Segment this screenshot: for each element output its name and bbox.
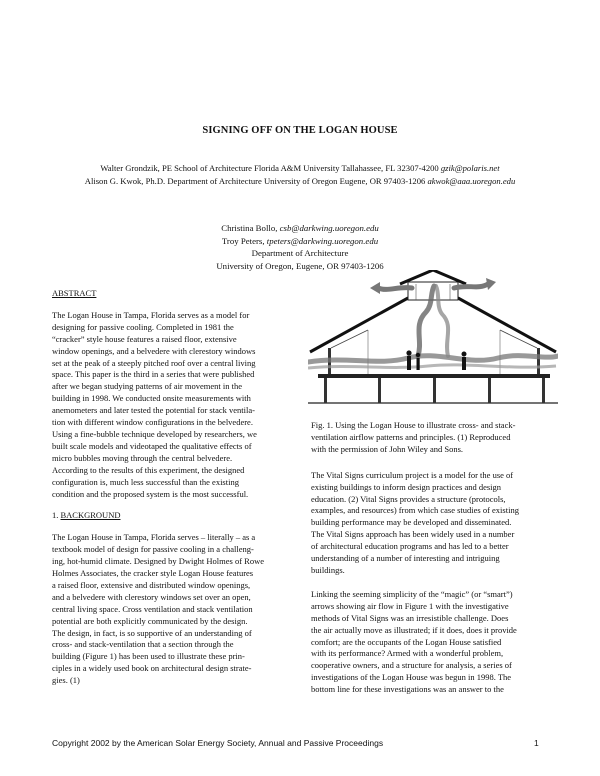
right-column — [311, 420, 559, 696]
author-line — [0, 235, 600, 248]
text-line: The Vital Signs approach has been widely used in a number — [311, 529, 515, 540]
text-line: Holmes Associates, the cracker style Logan House features — [52, 568, 254, 579]
department: Department of Architecture — [251, 248, 349, 259]
background-heading: 1. BACKGROUND — [52, 510, 121, 521]
text-line: building performance may be developed and disseminated. — [311, 517, 512, 528]
text-line: The Vital Signs curriculum project is a model for the use of — [311, 469, 514, 480]
text-line: ciples in a widely used book on architectural design strate- — [52, 663, 252, 674]
text-line: the air actually move as illustrated; if it does, does it provide — [311, 624, 517, 635]
text-line: bottom line for these investigations was an answer to the — [311, 684, 504, 695]
text-line: The design, in fact, is so supportive of an understanding of — [52, 627, 252, 638]
text-line: The Logan House in Tampa, Florida serves as a model for — [52, 309, 250, 320]
text-line: gies. (1) — [52, 675, 80, 686]
author-name: Troy Peters, — [221, 235, 267, 246]
text-line: existing buildings to inform design practices and design — [311, 481, 502, 492]
author-name: Alison G. Kwok, Ph.D. Department of Architecture University of Oregon Eugene, OR 97403-1206 — [84, 176, 428, 186]
text-line: buildings. — [311, 564, 345, 575]
text-line: ing, hot-humid climate. Designed by Dwight Holmes of Rowe — [52, 556, 264, 567]
text-line: Using a fine-bubble technique developed by researchers, we — [52, 428, 257, 439]
text-line: built scale models and videotaped the qualitative effects of — [52, 440, 252, 451]
author-email[interactable]: akwok@aaa.uoregon.edu — [427, 176, 516, 186]
text-line: cross- and stack-ventilation that a section through the — [52, 639, 234, 650]
copyright-footer: Copyright 2002 by the American Solar Energy Society, Annual and Passive Proceedings — [52, 738, 384, 748]
text-line: ventilation airflow patterns and principles. (1) Reproduced — [311, 431, 511, 442]
text-line: examples, and resources) from which case studies of existing — [311, 505, 519, 516]
text-line: tion with different window configurations in the belvedere. — [52, 417, 253, 428]
author-name: Christina Bollo, — [221, 223, 280, 233]
text-line: with its performance? Armed with a wonderful problem, — [311, 648, 504, 659]
text-line: “cracker” style house features a raised floor, extensive — [52, 333, 237, 344]
text-line: comfort; are the occupants of the Logan House satisfied — [311, 636, 502, 647]
text-line: methods of Vital Signs was an irresistible challenge. Does — [311, 612, 509, 623]
text-line: understanding of a number of interesting and intriguing — [311, 553, 500, 564]
text-line: According to the results of this experiment, the designed — [52, 464, 245, 475]
text-line: textbook model of design for passive cooling in a challeng- — [52, 544, 254, 555]
linking-paragraph — [311, 589, 559, 696]
text-line: central living space. Cross ventilation and stack ventilation — [52, 603, 253, 614]
text-line: potential are both explicitly communicated by the design. — [52, 615, 248, 626]
text-line: cooperative owners, and a structure for analysis, a series of — [311, 660, 512, 671]
text-line: micro bubbles moving through the central belvedere. — [52, 452, 233, 463]
text-line: anemometers and later tested the potential for stack ventila- — [52, 405, 255, 416]
author-line — [0, 222, 600, 235]
background-body — [52, 532, 302, 687]
paper-title: SIGNING OFF ON THE LOGAN HOUSE — [202, 125, 398, 136]
text-line: and a belvedere with clerestory windows set over an open, — [52, 591, 251, 602]
abstract-heading: ABSTRACT — [52, 288, 97, 298]
left-column — [52, 288, 302, 687]
text-line: after we began studying patterns of air movement in the — [52, 381, 243, 392]
text-line: Fig. 1. Using the Logan House to illustrate cross- and stack- — [311, 420, 516, 430]
text-line: space. This paper is the third in a series that were published — [52, 369, 255, 380]
author-line — [0, 162, 600, 175]
author-email[interactable]: tpeters@darkwing.uoregon.edu — [266, 235, 379, 246]
text-line: set at the peak of a steeply pitched roof over a central living — [52, 357, 256, 368]
logan-house-section-figure — [308, 270, 558, 410]
text-line: education. (2) Vital Signs provides a structure (protocols, — [311, 493, 506, 504]
author-line — [0, 175, 600, 188]
author-email[interactable]: gzik@polaris.net — [440, 163, 500, 173]
text-line: of architectural education programs and has led to a better — [311, 541, 509, 552]
text-line: building in 1998. We conducted onsite measurements with — [52, 393, 251, 404]
vital-signs-paragraph — [311, 470, 559, 577]
text-line: condition and the proposed system is the most successful. — [52, 488, 249, 499]
text-line: building (Figure 1) has been used to illustrate these prin- — [52, 651, 245, 662]
author-name: Walter Grondzik, PE School of Architecture Florida A&M University Tallahassee, FL 32307-4200 — [100, 163, 441, 173]
page-number: 1 — [534, 738, 539, 748]
text-line: Linking the seeming simplicity of the “magic” (or “smart”) — [311, 588, 513, 599]
author-block — [0, 162, 600, 188]
text-line: investigations of the Logan House was begun in 1998. The — [311, 672, 512, 683]
university: University of Oregon, Eugene, OR 97403-1206 — [216, 260, 384, 271]
text-line: The Logan House in Tampa, Florida serves – literally – as a — [52, 532, 256, 543]
text-line: window openings, and a belvedere with clerestory windows — [52, 345, 256, 356]
abstract-body — [52, 310, 302, 501]
text-line: with the permission of John Wiley and Sons. — [311, 443, 464, 454]
figure-caption — [311, 420, 559, 456]
text-line: a raised floor, extensive and distributed window openings, — [52, 579, 251, 590]
text-line: arrows showing air flow in Figure 1 with the investigative — [311, 600, 509, 611]
text-line: configuration is, much less successful than the existing — [52, 476, 239, 487]
author-email[interactable]: csb@darkwing.uoregon.edu — [279, 223, 379, 233]
affiliation-block — [0, 222, 600, 272]
text-line: designing for passive cooling. Completed in 1981 the — [52, 321, 234, 332]
